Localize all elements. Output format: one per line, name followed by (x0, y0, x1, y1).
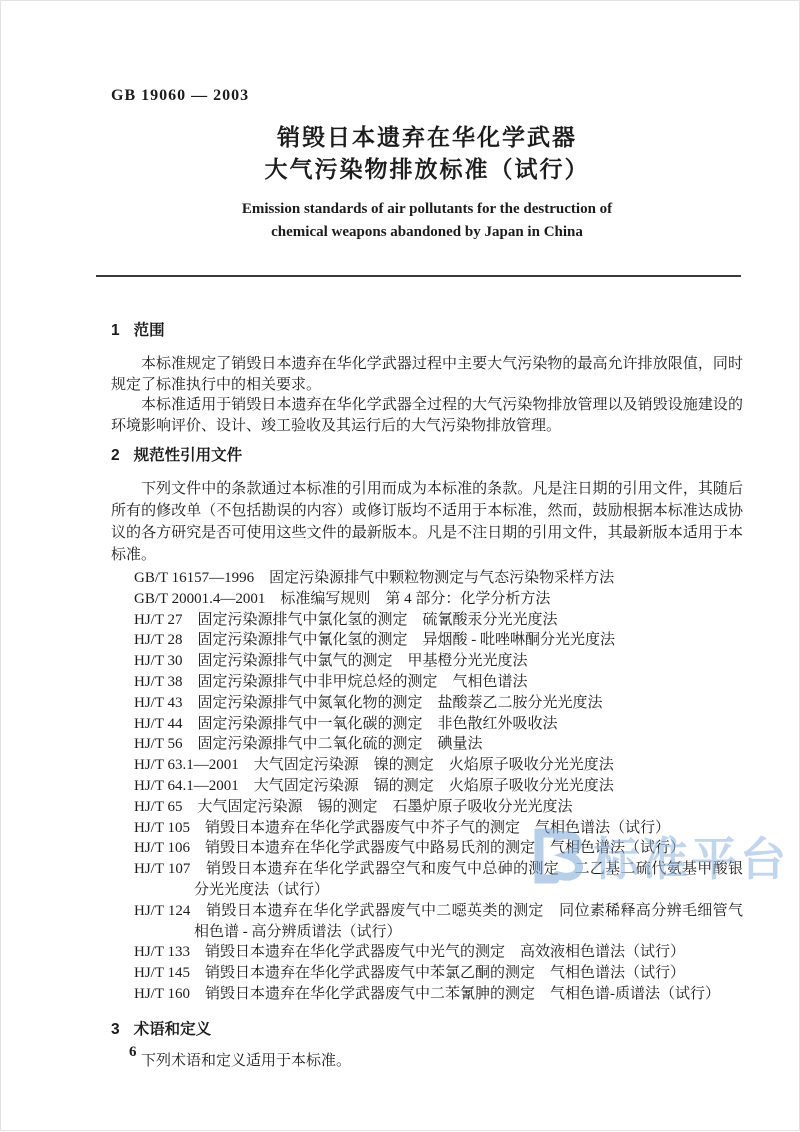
section-1-paragraph-2: 本标准适用于销毁日本遗弃在华化学武器全过程的大气污染物排放管理以及销毁设施建设的环境影响评价、设计、竣工验收及其运行后的大气污染物排放管理。 (111, 397, 743, 434)
reference-item: HJ/T 65 大气固定污染源 锡的测定 石墨炉原子吸收分光光度法 (134, 798, 573, 815)
reference-item: HJ/T 160 销毁日本遗弃在华化学武器废气中二苯氰胂的测定 气相色谱-质谱法（试行） (134, 985, 720, 1002)
reference-item: HJ/T 124 销毁日本遗弃在华化学武器废气中二噁英类的测定 同位素稀释高分辨毛细管气相色谱 - 高分辨质谱法（试行） (134, 902, 743, 940)
reference-item: HJ/T 56 固定污染源排气中二氧化硫的测定 碘量法 (134, 736, 483, 753)
section-3-number: 3 (111, 1020, 120, 1038)
document-title-en-line1: Emission standards of air pollutants for the destruction of (241, 201, 613, 217)
section-3-heading (111, 1019, 743, 1040)
reference-item: GB/T 16157—1996 固定污染源排气中颗粒物测定与气态污染物采样方法 (134, 570, 615, 586)
reference-item: HJ/T 43 固定污染源排气中氮氧化物的测定 盐酸萘乙二胺分光光度法 (134, 694, 603, 711)
section-2-number: 2 (111, 447, 120, 464)
document-title-en-line2: chemical weapons abandoned by Japan in China (271, 224, 583, 240)
reference-item: HJ/T 38 固定污染源排气中非甲烷总烃的测定 气相色谱法 (134, 673, 528, 690)
section-1-number: 1 (111, 322, 120, 339)
reference-item: HJ/T 106 销毁日本遗弃在华化学武器废气中路易氏剂的测定 气相色谱法（试行） (134, 840, 685, 857)
reference-item: HJ/T 44 固定污染源排气中一氧化碳的测定 非色散红外吸收法 (134, 715, 558, 732)
section-3-title: 术语和定义 (133, 1020, 212, 1038)
document-page (1, 1, 800, 1132)
section-2-title: 规范性引用文件 (133, 447, 243, 464)
page-content (1, 1, 800, 1071)
document-title-cn-line1: 销毁日本遗弃在华化学武器 (277, 124, 577, 150)
section-3-paragraph-1: 下列术语和定义适用于本标准。 (141, 1052, 352, 1069)
reference-item: HJ/T 30 固定污染源排气中氯气的测定 甲基橙分光光度法 (134, 653, 528, 670)
reference-item: HJ/T 105 销毁日本遗弃在华化学武器废气中芥子气的测定 气相色谱法（试行） (134, 819, 670, 836)
reference-item: HJ/T 28 固定污染源排气中氰化氢的测定 异烟酸 - 吡唑啉酮分光光度法 (134, 632, 615, 649)
section-1-paragraph-1: 本标准规定了销毁日本遗弃在华化学武器过程中主要大气污染物的最高允许排放限值，同时规定了标准执行中的相关要求。 (111, 356, 743, 393)
reference-item: GB/T 20001.4—2001 标准编写规则 第 4 部分：化学分析方法 (134, 590, 551, 607)
section-1-title: 范围 (133, 322, 165, 339)
section-2-intro: 下列文件中的条款通过本标准的引用而成为本标准的条款。凡是注日期的引用文件，其随后所有的修改单（不包括勘误的内容）或修订版均不适用于本标准，然而，鼓励根据本标准达成协议的各方研究是否可使用这些文件的最新版本。凡是不注日期的引用文件，其最新版本适用于本标准。 (111, 481, 743, 563)
standard-number: GB 19060 — 2003 (111, 87, 250, 104)
reference-item: HJ/T 133 销毁日本遗弃在华化学武器废气中光气的测定 高效液相色谱法（试行） (134, 944, 685, 961)
section-1-heading (111, 320, 743, 341)
reference-item: HJ/T 63.1—2001 大气固定污染源 镍的测定 火焰原子吸收分光光度法 (134, 757, 614, 774)
normative-references-list (111, 568, 743, 1005)
document-title-en (111, 198, 743, 244)
page-number: 6 (129, 1044, 137, 1060)
reference-item: HJ/T 145 销毁日本遗弃在华化学武器废气中苯氯乙酮的测定 气相色谱法（试行） (134, 965, 685, 982)
reference-item: HJ/T 27 固定污染源排气中氯化氢的测定 硫氰酸汞分光光度法 (134, 611, 558, 628)
reference-item: HJ/T 107 销毁日本遗弃在华化学武器空气和废气中总砷的测定 二乙基二硫代氨基甲酸银分光光度法（试行） (134, 861, 743, 898)
header-rule (96, 275, 741, 277)
watermark-text: 标准平台 (593, 832, 789, 885)
document-title-cn-line2: 大气污染物排放标准（试行） (264, 156, 590, 182)
section-2-heading (111, 445, 743, 466)
reference-item: HJ/T 64.1—2001 大气固定污染源 镉的测定 火焰原子吸收分光光度法 (134, 777, 614, 794)
